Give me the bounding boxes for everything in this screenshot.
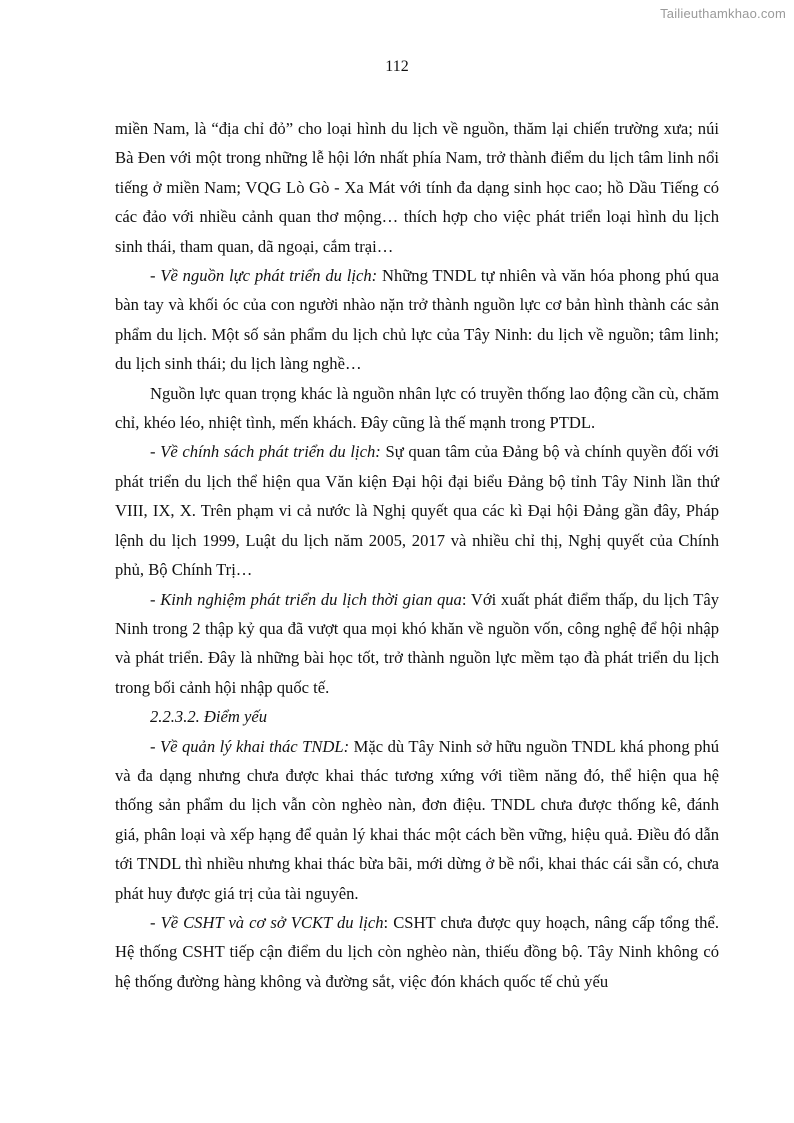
paragraph-heading: - Về quản lý khai thác TNDL:: [150, 736, 350, 756]
paragraph-management: [115, 732, 719, 908]
paragraph-human-resources: Nguồn lực quan trọng khác là nguồn nhân lực có truyền thống lao động cần cù, chăm chỉ, khéo léo, nhiệt tình, mến khách. Đây cũng là thế mạnh trong PTDL.: [115, 383, 719, 433]
paragraph-text: Sự quan tâm của Đảng bộ và chính quyền đối với phát triển du lịch thể hiện qua Văn kiện Đại hội đại biểu Đảng bộ tỉnh Tây Ninh lần thứ VIII, IX, X. Trên phạm vi cả nước là Nghị quyết qua các kì Đại hội Đảng gần đây, Pháp lệnh du lịch 1999, Luật du lịch năm 2005, 2017 và nhiều chỉ thị, Nghị quyết của Chính phủ, Bộ Chính Trị…: [115, 442, 719, 580]
paragraph-infrastructure: [115, 908, 719, 996]
page-number: 112: [385, 58, 409, 75]
paragraph-text: Mặc dù Tây Ninh sở hữu nguồn TNDL khá phong phú và đa dạng nhưng chưa được khai thác tương xứng với tiềm năng đó, thể hiện qua hệ thống sản phẩm du lịch vẫn còn nghèo nàn, đơn điệu. TNDL chưa được thống kê, đánh giá, phân loại và xếp hạng để quản lý khai thác một cách bền vững, hiệu quả. Điều đó dẫn tới TNDL thì nhiều nhưng khai thác bừa bãi, mới dừng ở bề nổi, khai thác cái sẵn có, chưa phát huy được giá trị của tài nguyên.: [115, 736, 719, 903]
paragraph-text: Những TNDL tự nhiên và văn hóa phong phú qua bàn tay và khối óc của con người nhào nặn trở thành nguồn lực cơ bản hình thành các sản phẩm du lịch. Một số sản phẩm du lịch chủ lực của Tây Ninh: du lịch về nguồn; tâm linh; du lịch sinh thái; du lịch làng nghề…: [115, 266, 720, 374]
paragraph-resources: [115, 261, 719, 379]
paragraph-intro: miền Nam, là “địa chỉ đỏ” cho loại hình du lịch về nguồn, thăm lại chiến trường xưa; núi Bà Đen với một trong những lễ hội lớn nhất phía Nam, trở thành điểm du lịch tâm linh nổi tiếng ở miền Nam; VQG Lò Gò - Xa Mát với tính đa dạng sinh học cao; hồ Dầu Tiếng có các đảo với nhiều cảnh quan thơ mộng… thích hợp cho việc phát triển loại hình du lịch sinh thái, tham quan, dã ngoại, cắm trại…: [115, 119, 719, 256]
paragraph-heading: - Về CSHT và cơ sở VCKT du lịch: [150, 912, 384, 932]
paragraph-heading: - Kinh nghiệm phát triển du lịch thời gian qua: [150, 589, 462, 609]
section-heading: 2.2.3.2. Điểm yếu: [150, 707, 268, 727]
watermark: Tailieuthamkhao.com: [660, 6, 786, 21]
paragraph-policy: [115, 437, 719, 584]
paragraph-text: : Với xuất phát điểm thấp, du lịch Tây Ninh trong 2 thập kỷ qua đã vượt qua mọi khó khăn về nguồn vốn, công nghệ để hội nhập và phát triển. Đây là những bài học tốt, trở thành nguồn lực mềm tạo đà phát triển du lịch trong bối cảnh hội nhập quốc tế.: [115, 589, 719, 697]
paragraph-experience: [115, 585, 719, 703]
paragraph-text: : CSHT chưa được quy hoạch, nâng cấp tổng thể. Hệ thống CSHT tiếp cận điểm du lịch còn nghèo nàn, thiếu đồng bộ. Tây Ninh không có hệ thống đường hàng không và đường sắt, việc đón khách quốc tế chủ yếu: [115, 912, 719, 991]
document-body: [115, 114, 719, 996]
paragraph-heading: - Về nguồn lực phát triển du lịch:: [150, 266, 378, 286]
paragraph-heading: - Về chính sách phát triển du lịch:: [150, 442, 381, 462]
